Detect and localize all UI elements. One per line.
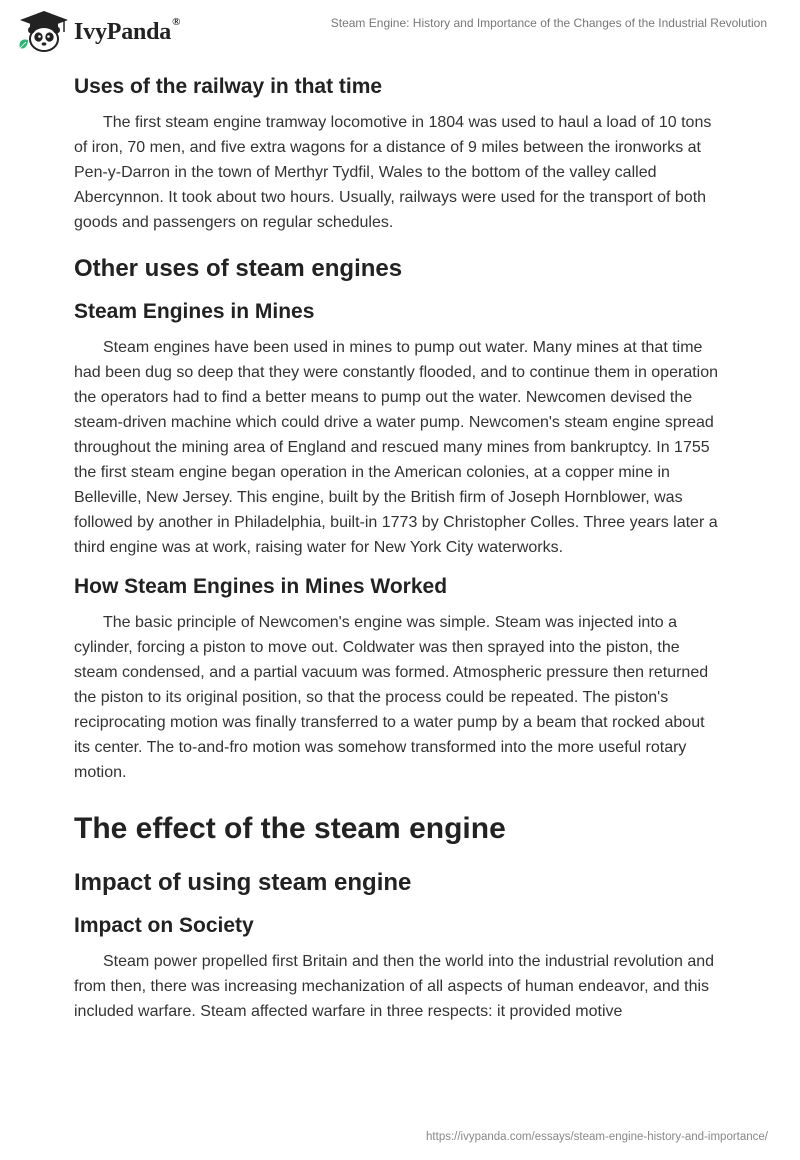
section-heading: Other uses of steam engines [74,255,403,282]
page-header [0,0,800,60]
ivypanda-logo[interactable] [14,8,204,56]
section-heading: The effect of the steam engine [74,812,506,845]
section-heading: Uses of the railway in that time [74,75,383,98]
paragraph: Steam power propelled first Britain and then the world into the industrial revolution and from then, there was increasing mechanization of all aspects of human endeavor, and this included warfare. Steam affected warfare in three respects: it provided motive [74,953,715,1020]
paragraph: The first steam engine tramway locomotive in 1804 was used to haul a load of 10 tons of iron, 70 men, and five extra wagons for a distance of 9 miles between the ironworks at Pen-y-Darron in the town of Merthyr Tydfil, Wales to the bottom of the valley called Abercynnon. It took about two hours. Usually, railways were used for the transport of both goods and passengers on regular schedules. [74,114,712,231]
section-heading: Impact of using steam engine [74,869,412,896]
paragraph: Steam engines have been used in mines to pump out water. Many mines at that time had been dug so deep that they were constantly flooded, and to continue them in operation the operators had to find a better means to pump out the water. Newcomen devised the steam-driven machine which could drive a water pump. Newcomen's steam engine spread throughout the mining area of England and rescued many mines from bankruptcy. In 1755 the first steam engine began operation in the American colonies, at a copper mine in Belleville, New Jersey. This engine, built by the British firm of Joseph Hornblower, was followed by another in Philadelphia, built-in 1773 by Christopher Colles. Three years later a third engine was at work, raising water for New York City waterworks. [74,339,719,556]
section-heading: Impact on Society [74,914,254,937]
essay-body [74,72,724,1024]
document-title: Steam Engine: History and Importance of the Changes of the Industrial Revolution [330,16,767,30]
logo-wordmark: IvyPanda® [74,16,181,45]
section-heading: How Steam Engines in Mines Worked [74,575,448,598]
paragraph: The basic principle of Newcomen's engine was simple. Steam was injected into a cylinder, forcing a piston to move out. Coldwater was then sprayed into the piston, the steam condensed, and a partial vacuum was formed. Atmospheric pressure then returned the piston to its original position, so that the process could be repeated. The piston's reciprocating motion was finally transferred to a water pump by a beam that rocked about its center. The to-and-fro motion was somehow transformed into the more useful rotary motion. [74,614,709,781]
section-heading: Steam Engines in Mines [74,300,315,323]
page-url[interactable]: https://ivypanda.com/essays/steam-engine-history-and-importance/ [426,1131,768,1143]
panda-graduate-icon [14,8,74,54]
